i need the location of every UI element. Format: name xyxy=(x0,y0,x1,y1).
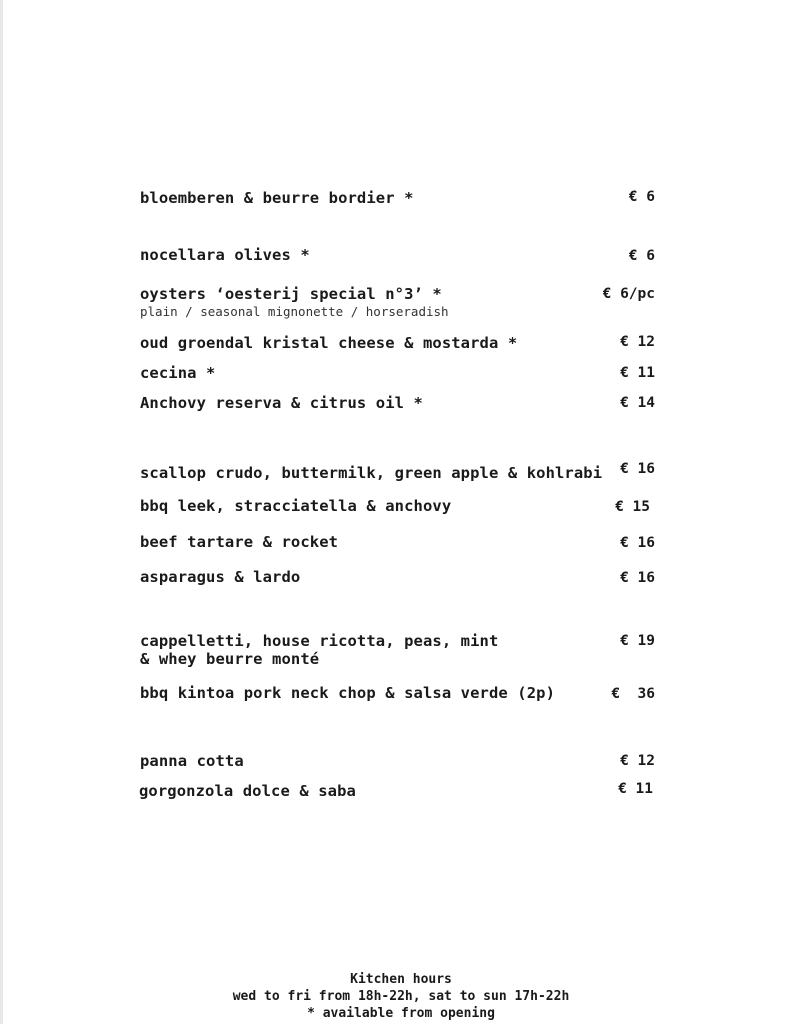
menu-item-price: € 16 xyxy=(620,461,655,477)
kitchen-hours-title: Kitchen hours xyxy=(350,972,452,987)
menu-item-price: € 36 xyxy=(611,686,655,702)
availability-note: * available from opening xyxy=(307,1006,495,1021)
menu-item-price: € 12 xyxy=(620,334,655,350)
menu-item-name: panna cotta xyxy=(140,752,244,770)
menu-item-price: € 11 xyxy=(620,365,655,381)
menu-item-name: bbq leek, stracciatella & anchovy xyxy=(140,497,452,515)
menu-item-price: € 19 xyxy=(620,633,655,649)
menu-item-price: € 11 xyxy=(618,781,653,797)
menu-item-name: nocellara olives * xyxy=(140,246,310,264)
menu-item-name: oud groendal kristal cheese & mostarda * xyxy=(140,334,518,352)
menu-item-price: € 12 xyxy=(620,753,655,769)
menu-item-price: € 16 xyxy=(620,570,655,586)
menu-item-name: bloemberen & beurre bordier * xyxy=(140,189,414,207)
menu-item-description: plain / seasonal mignonette / horseradish xyxy=(140,304,449,319)
menu-item-price: € 6 xyxy=(628,248,655,264)
menu-item-name: scallop crudo, buttermilk, green apple & kohlrabi xyxy=(140,464,603,482)
menu-item-name: gorgonzola dolce & saba xyxy=(139,782,356,800)
menu-item-name: Anchovy reserva & citrus oil * xyxy=(140,394,423,412)
menu-item-name-continued: & whey beurre monté xyxy=(140,650,320,668)
menu-item-name: oysters ‘oesterij special n°3’ * xyxy=(140,285,442,303)
menu-item-price: € 16 xyxy=(620,535,655,551)
menu-item-name: cappelletti, house ricotta, peas, mint xyxy=(140,632,499,650)
menu-item-name: bbq kintoa pork neck chop & salsa verde (2p) xyxy=(140,684,555,702)
kitchen-hours xyxy=(0,971,802,1022)
menu-item-price: € 6 xyxy=(628,189,655,205)
menu-item-price: € 14 xyxy=(620,395,655,411)
kitchen-hours-schedule: wed to fri from 18h-22h, sat to sun 17h-22h xyxy=(232,989,570,1004)
menu-item-name: asparagus & lardo xyxy=(140,568,301,586)
menu-item-name: cecina * xyxy=(140,364,216,382)
menu-item-price: € 6/pc xyxy=(602,286,655,302)
menu-item-price: € 15 xyxy=(615,499,650,515)
menu-item-name: beef tartare & rocket xyxy=(140,533,339,551)
